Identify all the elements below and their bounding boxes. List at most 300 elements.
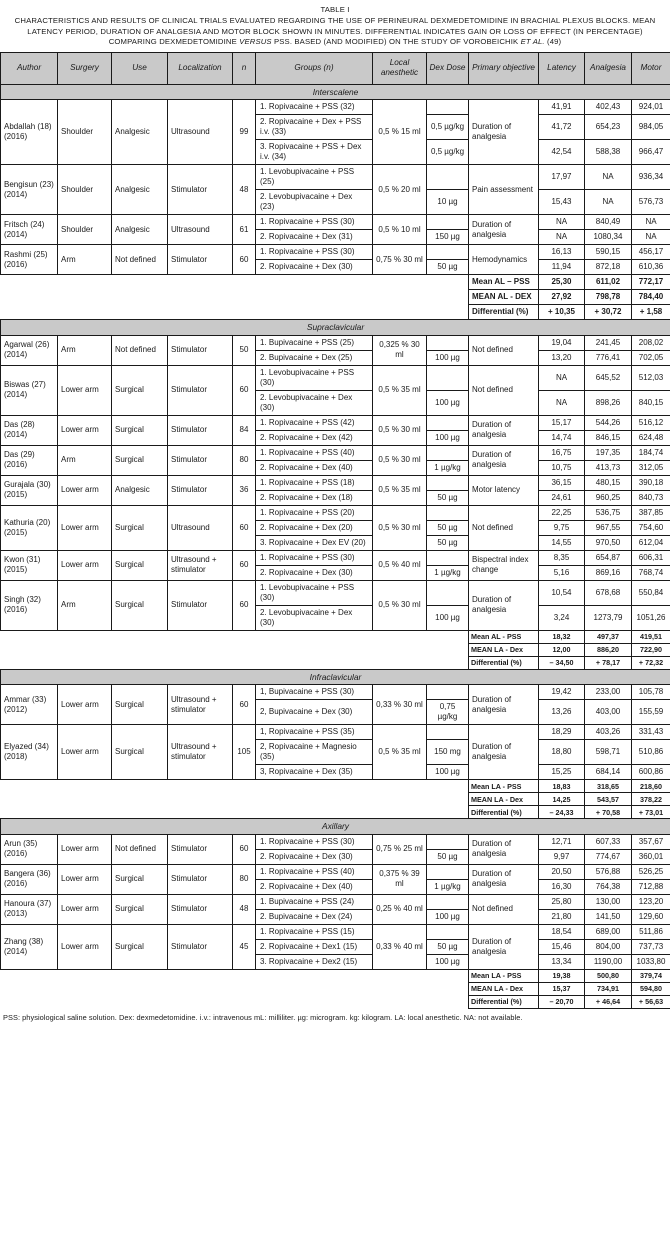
summary-analgesia-cell: + 78,17 — [585, 656, 632, 669]
group-cell: 1. Ropivacaine + PSS (32) — [256, 100, 373, 115]
surgery-cell: Lower arm — [58, 685, 112, 725]
analgesia-cell: NA — [585, 190, 632, 215]
author-cell: Arun (35) (2016) — [1, 834, 58, 864]
group-cell: 1. Ropivacaine + PSS (42) — [256, 415, 373, 430]
group-cell: 3, Ropivacaine + Dex (35) — [256, 765, 373, 780]
analgesia-cell: 678,68 — [585, 580, 632, 605]
localization-cell: Stimulator — [168, 445, 233, 475]
dex-dose-cell: 1 µg/kg — [427, 460, 469, 475]
dex-dose-cell — [427, 580, 469, 605]
group-cell: 3. Ropivacaine + Dex EV (20) — [256, 535, 373, 550]
summary-analgesia-cell: 734,91 — [585, 982, 632, 995]
summary-latency-cell: 18,83 — [539, 780, 585, 793]
localization-cell: Ultrasound + stimulator — [168, 550, 233, 580]
surgery-cell: Lower arm — [58, 894, 112, 924]
dex-dose-cell: 100 µg — [427, 350, 469, 365]
latency-cell: 9,75 — [539, 520, 585, 535]
author-cell: Bengisun (23) (2014) — [1, 165, 58, 215]
analgesia-cell: 130,00 — [585, 894, 632, 909]
summary-label-cell: MEAN LA - Dex — [469, 793, 539, 806]
local-anesthetic-cell: 0,25 % 40 ml — [373, 894, 427, 924]
group-cell: 1. Ropivacaine + PSS (30) — [256, 834, 373, 849]
dex-dose-cell — [427, 335, 469, 350]
summary-label-cell: Mean LA - PSS — [469, 969, 539, 982]
analgesia-cell: 536,75 — [585, 505, 632, 520]
motor-cell: 155,59 — [632, 700, 670, 725]
use-cell: Analgesic — [112, 165, 168, 215]
motor-cell: 390,18 — [632, 475, 670, 490]
use-cell: Surgical — [112, 685, 168, 725]
column-header: Analgesia — [585, 53, 632, 85]
motor-cell: 984,05 — [632, 115, 670, 140]
local-anesthetic-cell: 0,5 % 40 ml — [373, 550, 427, 580]
motor-cell: 512,03 — [632, 365, 670, 390]
group-cell: 2. Ropivacaine + Dex (42) — [256, 430, 373, 445]
analgesia-cell: 197,35 — [585, 445, 632, 460]
dex-dose-cell: 100 µg — [427, 909, 469, 924]
study-group-row — [1, 365, 670, 390]
motor-cell: 510,86 — [632, 740, 670, 765]
use-cell: Surgical — [112, 505, 168, 550]
latency-cell: 13,34 — [539, 954, 585, 969]
dex-dose-cell: 50 µg — [427, 535, 469, 550]
surgery-cell: Lower arm — [58, 365, 112, 415]
dex-dose-cell — [427, 165, 469, 190]
analgesia-cell: 970,50 — [585, 535, 632, 550]
summary-motor-cell: 379,74 — [632, 969, 670, 982]
author-cell: Biswas (27) (2014) — [1, 365, 58, 415]
summary-motor-cell: 378,22 — [632, 793, 670, 806]
localization-cell: Stimulator — [168, 165, 233, 215]
author-cell: Abdallah (18) (2016) — [1, 100, 58, 165]
motor-cell: 511,86 — [632, 924, 670, 939]
group-cell: 1. Ropivacaine + PSS (15) — [256, 924, 373, 939]
local-anesthetic-cell: 0,5 % 30 ml — [373, 505, 427, 550]
summary-row — [1, 290, 670, 305]
dex-dose-cell — [427, 864, 469, 879]
dex-dose-cell — [427, 245, 469, 260]
motor-cell: 924,01 — [632, 100, 670, 115]
latency-cell: 18,29 — [539, 725, 585, 740]
group-cell: 2. Ropivacaine + Dex (40) — [256, 879, 373, 894]
column-header: Surgery — [58, 53, 112, 85]
sample-size-cell: 48 — [233, 894, 256, 924]
latency-cell: 18,80 — [539, 740, 585, 765]
column-header: Use — [112, 53, 168, 85]
group-cell: 2. Bupivacaine + Dex (25) — [256, 350, 373, 365]
summary-row — [1, 969, 670, 982]
local-anesthetic-cell: 0,5 % 10 ml — [373, 215, 427, 245]
use-cell: Surgical — [112, 580, 168, 630]
analgesia-cell: 576,88 — [585, 864, 632, 879]
study-group-row — [1, 505, 670, 520]
group-cell: 2. Ropivacaine + Dex (30) — [256, 849, 373, 864]
study-group-row — [1, 725, 670, 740]
study-group-row — [1, 550, 670, 565]
summary-label-cell: Mean LA - PSS — [469, 780, 539, 793]
motor-cell: 105,78 — [632, 685, 670, 700]
motor-cell: 606,31 — [632, 550, 670, 565]
use-cell: Analgesic — [112, 215, 168, 245]
dex-dose-cell — [427, 834, 469, 849]
summary-spacer — [1, 275, 469, 290]
motor-cell: 712,88 — [632, 879, 670, 894]
surgery-cell: Shoulder — [58, 100, 112, 165]
analgesia-cell: 654,87 — [585, 550, 632, 565]
column-header: Dex Dose — [427, 53, 469, 85]
latency-cell: NA — [539, 390, 585, 415]
study-group-row — [1, 165, 670, 190]
localization-cell: Stimulator — [168, 245, 233, 275]
primary-objective-cell: Bispectral index change — [469, 550, 539, 580]
motor-cell: NA — [632, 215, 670, 230]
latency-cell: 12,71 — [539, 834, 585, 849]
summary-latency-cell: 27,92 — [539, 290, 585, 305]
summary-analgesia-cell: 318,65 — [585, 780, 632, 793]
latency-cell: 18,54 — [539, 924, 585, 939]
summary-latency-cell: 14,25 — [539, 793, 585, 806]
analgesia-cell: 689,00 — [585, 924, 632, 939]
study-group-row — [1, 834, 670, 849]
study-group-row — [1, 685, 670, 700]
analgesia-cell: 654,23 — [585, 115, 632, 140]
analgesia-cell: 846,15 — [585, 430, 632, 445]
summary-latency-cell: 25,30 — [539, 275, 585, 290]
surgery-cell: Arm — [58, 445, 112, 475]
sample-size-cell: 99 — [233, 100, 256, 165]
author-cell: Gurajala (30) (2015) — [1, 475, 58, 505]
surgery-cell: Shoulder — [58, 215, 112, 245]
localization-cell: Stimulator — [168, 864, 233, 894]
analgesia-cell: 598,71 — [585, 740, 632, 765]
motor-cell: 516,12 — [632, 415, 670, 430]
group-cell: 2. Ropivacaine + Dex (30) — [256, 565, 373, 580]
group-cell: 2. Ropivacaine + Dex (20) — [256, 520, 373, 535]
surgery-cell: Lower arm — [58, 864, 112, 894]
analgesia-cell: 590,15 — [585, 245, 632, 260]
summary-motor-cell: 722,90 — [632, 643, 670, 656]
section-header: Supraclavicular — [1, 320, 670, 336]
local-anesthetic-cell: 0,5 % 35 ml — [373, 365, 427, 415]
group-cell: 2, Ropivacaine + Magnesio (35) — [256, 740, 373, 765]
sample-size-cell: 60 — [233, 245, 256, 275]
group-cell: 1. Ropivacaine + PSS (40) — [256, 445, 373, 460]
primary-objective-cell: Duration of analgesia — [469, 215, 539, 245]
dex-dose-cell — [427, 550, 469, 565]
localization-cell: Ultrasound — [168, 100, 233, 165]
latency-cell: 13,26 — [539, 700, 585, 725]
sample-size-cell: 84 — [233, 415, 256, 445]
column-header: Latency — [539, 53, 585, 85]
group-cell: 1. Ropivacaine + PSS (40) — [256, 864, 373, 879]
dex-dose-cell — [427, 475, 469, 490]
summary-analgesia-cell: 611,02 — [585, 275, 632, 290]
analgesia-cell: 1273,79 — [585, 605, 632, 630]
author-cell: Hanoura (37) (2013) — [1, 894, 58, 924]
author-cell: Ammar (33) (2012) — [1, 685, 58, 725]
summary-latency-cell: – 20,70 — [539, 995, 585, 1008]
use-cell: Surgical — [112, 924, 168, 969]
sample-size-cell: 45 — [233, 924, 256, 969]
primary-objective-cell: Duration of analgesia — [469, 924, 539, 969]
summary-label-cell: Differential (%) — [469, 656, 539, 669]
section-header: Interscalene — [1, 84, 670, 100]
dex-dose-cell: 50 µg — [427, 939, 469, 954]
group-cell: 1. Levobupivacaine + PSS (25) — [256, 165, 373, 190]
trials-table — [0, 52, 670, 1009]
analgesia-cell: 764,38 — [585, 879, 632, 894]
primary-objective-cell: Duration of analgesia — [469, 415, 539, 445]
summary-analgesia-cell: 798,78 — [585, 290, 632, 305]
use-cell: Surgical — [112, 864, 168, 894]
latency-cell: 19,04 — [539, 335, 585, 350]
author-cell: Kwon (31) (2015) — [1, 550, 58, 580]
latency-cell: 16,75 — [539, 445, 585, 460]
surgery-cell: Arm — [58, 245, 112, 275]
analgesia-cell: 804,00 — [585, 939, 632, 954]
group-cell: 2. Ropivacaine + Dex1 (15) — [256, 939, 373, 954]
use-cell: Surgical — [112, 445, 168, 475]
group-cell: 2. Ropivacaine + Dex (31) — [256, 230, 373, 245]
motor-cell: 754,60 — [632, 520, 670, 535]
localization-cell: Ultrasound — [168, 505, 233, 550]
use-cell: Not defined — [112, 245, 168, 275]
group-cell: 2. Levobupivacaine + Dex (30) — [256, 605, 373, 630]
summary-row — [1, 275, 670, 290]
analgesia-cell: 960,25 — [585, 490, 632, 505]
use-cell: Surgical — [112, 365, 168, 415]
analgesia-cell: 588,38 — [585, 140, 632, 165]
summary-label-cell: Mean AL – PSS — [469, 275, 539, 290]
summary-row — [1, 982, 670, 995]
primary-objective-cell: Not defined — [469, 505, 539, 550]
use-cell: Surgical — [112, 415, 168, 445]
summary-row — [1, 995, 670, 1008]
local-anesthetic-cell: 0,5 % 35 ml — [373, 725, 427, 780]
use-cell: Not defined — [112, 834, 168, 864]
group-cell: 2. Ropivacaine + Dex (30) — [256, 260, 373, 275]
localization-cell: Ultrasound — [168, 215, 233, 245]
table-caption — [15, 16, 656, 47]
latency-cell: 15,25 — [539, 765, 585, 780]
analgesia-cell: 840,49 — [585, 215, 632, 230]
latency-cell: 3,24 — [539, 605, 585, 630]
summary-analgesia-cell: 543,57 — [585, 793, 632, 806]
group-cell: 2. Levobupivacaine + Dex (30) — [256, 390, 373, 415]
local-anesthetic-cell: 0,33 % 30 ml — [373, 685, 427, 725]
column-header-row — [1, 53, 670, 85]
summary-spacer — [1, 995, 469, 1008]
group-cell: 2, Bupivacaine + Dex (30) — [256, 700, 373, 725]
caption-text-2: PSS. BASED (AND MODIFIED) ON THE STUDY OF VOROBEICHIK — [272, 37, 521, 46]
summary-spacer — [1, 643, 469, 656]
analgesia-cell: 774,67 — [585, 849, 632, 864]
dex-dose-cell — [427, 215, 469, 230]
motor-cell: 737,73 — [632, 939, 670, 954]
group-cell: 2. Ropivacaine + Dex + PSS i.v. (33) — [256, 115, 373, 140]
local-anesthetic-cell: 0,33 % 40 ml — [373, 924, 427, 969]
group-cell: 1. Levobupivacaine + PSS (30) — [256, 365, 373, 390]
dex-dose-cell — [427, 415, 469, 430]
analgesia-cell: 141,50 — [585, 909, 632, 924]
primary-objective-cell: Duration of analgesia — [469, 725, 539, 780]
latency-cell: NA — [539, 215, 585, 230]
summary-spacer — [1, 969, 469, 982]
sample-size-cell: 60 — [233, 685, 256, 725]
summary-spacer — [1, 656, 469, 669]
local-anesthetic-cell: 0,5 % 15 ml — [373, 100, 427, 165]
latency-cell: 24,61 — [539, 490, 585, 505]
summary-analgesia-cell: + 46,64 — [585, 995, 632, 1008]
surgery-cell: Lower arm — [58, 725, 112, 780]
latency-cell: 19,42 — [539, 685, 585, 700]
summary-spacer — [1, 290, 469, 305]
motor-cell: 456,17 — [632, 245, 670, 260]
latency-cell: 10,54 — [539, 580, 585, 605]
motor-cell: 576,73 — [632, 190, 670, 215]
study-group-row — [1, 215, 670, 230]
dex-dose-cell: 0,75 µg/kg — [427, 700, 469, 725]
group-cell: 1, Bupivacaine + PSS (30) — [256, 685, 373, 700]
study-group-row — [1, 415, 670, 430]
primary-objective-cell: Duration of analgesia — [469, 864, 539, 894]
summary-latency-cell: + 10,35 — [539, 305, 585, 320]
surgery-cell: Lower arm — [58, 924, 112, 969]
localization-cell: Stimulator — [168, 335, 233, 365]
group-cell: 2. Bupivacaine + Dex (24) — [256, 909, 373, 924]
analgesia-cell: 403,26 — [585, 725, 632, 740]
primary-objective-cell: Duration of analgesia — [469, 445, 539, 475]
group-cell: 3. Ropivacaine + Dex2 (15) — [256, 954, 373, 969]
dex-dose-cell: 150 mg — [427, 740, 469, 765]
sample-size-cell: 61 — [233, 215, 256, 245]
dex-dose-cell: 1 µg/kg — [427, 879, 469, 894]
latency-cell: 11,94 — [539, 260, 585, 275]
motor-cell: 331,43 — [632, 725, 670, 740]
dex-dose-cell: 100 µg — [427, 430, 469, 445]
primary-objective-cell: Motor latency — [469, 475, 539, 505]
surgery-cell: Arm — [58, 580, 112, 630]
localization-cell: Stimulator — [168, 894, 233, 924]
column-header: Local anesthetic — [373, 53, 427, 85]
summary-analgesia-cell: + 70,58 — [585, 806, 632, 819]
surgery-cell: Lower arm — [58, 505, 112, 550]
sample-size-cell: 36 — [233, 475, 256, 505]
study-group-row — [1, 894, 670, 909]
latency-cell: 16,13 — [539, 245, 585, 260]
group-cell: 1. Levobupivacaine + PSS (30) — [256, 580, 373, 605]
analgesia-cell: 607,33 — [585, 834, 632, 849]
motor-cell: 936,34 — [632, 165, 670, 190]
study-group-row — [1, 445, 670, 460]
latency-cell: 5,16 — [539, 565, 585, 580]
caption-text-3: (49) — [545, 37, 562, 46]
dex-dose-cell: 1 µg/kg — [427, 565, 469, 580]
summary-motor-cell: + 72,32 — [632, 656, 670, 669]
localization-cell: Ultrasound + stimulator — [168, 685, 233, 725]
summary-label-cell: Mean AL - PSS — [469, 630, 539, 643]
dex-dose-cell — [427, 505, 469, 520]
dex-dose-cell: 100 µg — [427, 605, 469, 630]
summary-row — [1, 643, 670, 656]
motor-cell: 357,67 — [632, 834, 670, 849]
author-cell: Zhang (38) (2014) — [1, 924, 58, 969]
dex-dose-cell: 100 µg — [427, 390, 469, 415]
summary-row — [1, 780, 670, 793]
use-cell: Surgical — [112, 550, 168, 580]
analgesia-cell: 967,55 — [585, 520, 632, 535]
analgesia-cell: 480,15 — [585, 475, 632, 490]
analgesia-cell: 1190,00 — [585, 954, 632, 969]
primary-objective-cell: Not defined — [469, 894, 539, 924]
section-row — [1, 84, 670, 100]
summary-row — [1, 793, 670, 806]
local-anesthetic-cell: 0,375 % 39 ml — [373, 864, 427, 894]
summary-motor-cell: 218,60 — [632, 780, 670, 793]
latency-cell: 20,50 — [539, 864, 585, 879]
dex-dose-cell: 150 µg — [427, 230, 469, 245]
summary-label-cell: Differential (%) — [469, 995, 539, 1008]
motor-cell: 612,04 — [632, 535, 670, 550]
summary-analgesia-cell: 886,20 — [585, 643, 632, 656]
dex-dose-cell: 10 µg — [427, 190, 469, 215]
group-cell: 1. Bupivacaine + PSS (24) — [256, 894, 373, 909]
primary-objective-cell: Duration of analgesia — [469, 100, 539, 165]
study-group-row — [1, 864, 670, 879]
sample-size-cell: 60 — [233, 365, 256, 415]
author-cell: Elyazed (34) (2018) — [1, 725, 58, 780]
author-cell: Kathuria (20) (2015) — [1, 505, 58, 550]
group-cell: 1, Ropivacaine + PSS (35) — [256, 725, 373, 740]
local-anesthetic-cell: 0,75 % 25 ml — [373, 834, 427, 864]
latency-cell: 9,97 — [539, 849, 585, 864]
motor-cell: 387,85 — [632, 505, 670, 520]
summary-latency-cell: 18,32 — [539, 630, 585, 643]
summary-label-cell: MEAN AL - DEX — [469, 290, 539, 305]
study-group-row — [1, 335, 670, 350]
summary-analgesia-cell: + 30,72 — [585, 305, 632, 320]
latency-cell: 36,15 — [539, 475, 585, 490]
summary-latency-cell: 19,38 — [539, 969, 585, 982]
sample-size-cell: 48 — [233, 165, 256, 215]
analgesia-cell: 241,45 — [585, 335, 632, 350]
primary-objective-cell: Duration of analgesia — [469, 834, 539, 864]
sample-size-cell: 60 — [233, 550, 256, 580]
column-header: Primary objective — [469, 53, 539, 85]
summary-motor-cell: + 73,01 — [632, 806, 670, 819]
analgesia-cell: 402,43 — [585, 100, 632, 115]
author-cell: Das (29) (2016) — [1, 445, 58, 475]
dex-dose-cell: 50 µg — [427, 490, 469, 505]
analgesia-cell: 403,00 — [585, 700, 632, 725]
localization-cell: Stimulator — [168, 834, 233, 864]
latency-cell: 15,17 — [539, 415, 585, 430]
surgery-cell: Lower arm — [58, 834, 112, 864]
analgesia-cell: 1080,34 — [585, 230, 632, 245]
summary-spacer — [1, 780, 469, 793]
analgesia-cell: 684,14 — [585, 765, 632, 780]
dex-dose-cell — [427, 894, 469, 909]
analgesia-cell: 869,16 — [585, 565, 632, 580]
summary-label-cell: MEAN LA - Dex — [469, 643, 539, 656]
summary-motor-cell: 772,17 — [632, 275, 670, 290]
summary-latency-cell: 12,00 — [539, 643, 585, 656]
caption-text-1: CHARACTERISTICS AND RESULTS OF CLINICAL TRIALS EVALUATED REGARDING THE USE OF PERINEURAL DEXMEDETOMIDINE IN BRACHIAL PLEXUS BLOCKS. MEAN LATENCY PERIOD, DURATION OF ANALGESIA AND MOTOR BLOCK SHOWN IN MINUTES. DIFFERENTIAL INDICATES GAIN OR LOSS OF EFFECT (IN PERCENTAGE) COMPARING DEXMEDETOMIDINE — [15, 16, 656, 47]
use-cell: Surgical — [112, 894, 168, 924]
latency-cell: 10,75 — [539, 460, 585, 475]
primary-objective-cell: Pain assessment — [469, 165, 539, 215]
latency-cell: 14,55 — [539, 535, 585, 550]
